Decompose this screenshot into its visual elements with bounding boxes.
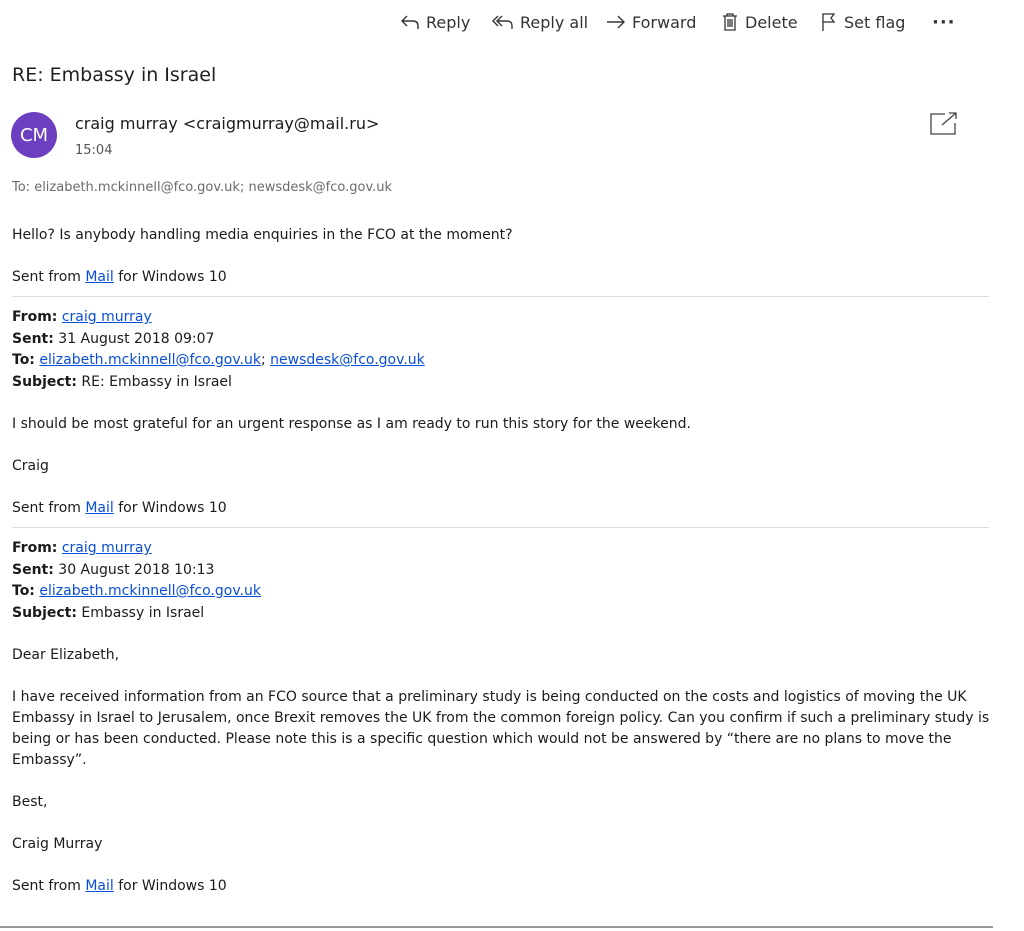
recipients-line: To: elizabeth.mckinnell@fco.gov.uk; newsdesk@fco.gov.uk bbox=[12, 180, 393, 195]
from-label: From: bbox=[12, 309, 58, 325]
mail-link[interactable]: Mail bbox=[85, 269, 114, 285]
closing: Best, bbox=[12, 794, 48, 810]
body-line: Hello? Is anybody handling media enquiries in the FCO at the moment? bbox=[12, 227, 513, 243]
more-icon: ··· bbox=[932, 11, 956, 33]
forward-icon bbox=[606, 13, 626, 31]
to-separator: ; bbox=[260, 352, 271, 368]
to-link-2[interactable]: newsdesk@fco.gov.uk bbox=[270, 352, 425, 368]
to-label: To: bbox=[12, 583, 35, 599]
greeting: Dear Elizabeth, bbox=[12, 647, 120, 663]
to-link-1[interactable]: elizabeth.mckinnell@fco.gov.uk bbox=[39, 583, 261, 599]
sent-value: 30 August 2018 10:13 bbox=[53, 561, 215, 578]
from-label: From: bbox=[12, 540, 58, 556]
quoted-sent bbox=[12, 560, 1002, 582]
bottom-divider bbox=[0, 926, 993, 928]
sent-from-line bbox=[12, 267, 1002, 288]
message-time: 15:04 bbox=[75, 143, 113, 158]
set-flag-label: Set flag bbox=[844, 12, 906, 32]
to-label: To: bbox=[12, 352, 35, 368]
quoted-to bbox=[12, 350, 1002, 372]
sent-label: Sent: bbox=[12, 330, 54, 347]
quoted-sent bbox=[12, 329, 1002, 351]
body-paragraph: I have received information from an FCO source that a preliminary study is being conducted on the costs and logistics of moving the UK Embassy in Israel to Jerusalem, once Brexit removes the UK from the common foreign policy. Can you confirm if such a preliminary study is being or has been conducted. Please note this is a specific question which would not be answered by “there are no plans to move the Embassy”. bbox=[12, 689, 990, 768]
message-body bbox=[12, 225, 1002, 897]
sent-from-prefix: Sent from bbox=[12, 878, 86, 894]
quoted-from bbox=[12, 307, 1002, 329]
quoted-from bbox=[12, 538, 1002, 560]
reply-icon bbox=[400, 13, 420, 31]
sent-from-suffix: for Windows 10 bbox=[113, 500, 227, 516]
sent-from-prefix: Sent from bbox=[12, 500, 86, 516]
message-subject: RE: Embassy in Israel bbox=[12, 64, 217, 86]
popout-icon bbox=[929, 111, 959, 137]
quoted-header-2 bbox=[12, 538, 1002, 624]
sent-from-line bbox=[12, 498, 1002, 519]
signature: Craig Murray bbox=[12, 836, 103, 852]
mail-link[interactable]: Mail bbox=[85, 500, 114, 516]
sent-from-line bbox=[12, 876, 1002, 897]
reply-all-icon bbox=[492, 13, 514, 31]
sent-from-prefix: Sent from bbox=[12, 269, 86, 285]
from-link[interactable]: craig murray bbox=[61, 540, 152, 556]
reply-label: Reply bbox=[426, 12, 471, 32]
delete-button[interactable] bbox=[721, 8, 798, 36]
quote-divider bbox=[12, 296, 989, 297]
sent-from-suffix: for Windows 10 bbox=[113, 269, 227, 285]
body-line: I should be most grateful for an urgent response as I am ready to run this story for the weekend. bbox=[12, 416, 691, 432]
sender-name[interactable]: craig murray <craigmurray@mail.ru> bbox=[75, 114, 380, 133]
message-toolbar bbox=[0, 8, 1024, 36]
sent-from-suffix: for Windows 10 bbox=[113, 878, 227, 894]
forward-label: Forward bbox=[632, 12, 697, 32]
flag-icon bbox=[820, 12, 838, 32]
subject-label: Subject: bbox=[12, 604, 77, 621]
reply-all-label: Reply all bbox=[520, 12, 589, 32]
delete-label: Delete bbox=[745, 12, 798, 32]
signoff: Craig bbox=[12, 458, 49, 474]
quoted-header-1 bbox=[12, 307, 1002, 393]
quoted-subject bbox=[12, 372, 1002, 394]
avatar-initials: CM bbox=[19, 124, 49, 146]
reply-button[interactable] bbox=[400, 8, 470, 36]
set-flag-button[interactable] bbox=[820, 8, 905, 36]
quote-divider bbox=[12, 527, 989, 528]
avatar bbox=[11, 112, 57, 158]
more-actions-button[interactable] bbox=[932, 8, 956, 36]
mail-link[interactable]: Mail bbox=[85, 878, 114, 894]
quoted-subject bbox=[12, 603, 1002, 625]
trash-icon bbox=[721, 12, 739, 32]
sent-value: 31 August 2018 09:07 bbox=[53, 330, 215, 347]
sent-label: Sent: bbox=[12, 561, 54, 578]
subject-value: RE: Embassy in Israel bbox=[76, 373, 232, 390]
quoted-to bbox=[12, 581, 1002, 603]
from-link[interactable]: craig murray bbox=[61, 309, 152, 325]
subject-label: Subject: bbox=[12, 373, 77, 390]
reply-all-button[interactable] bbox=[492, 8, 588, 36]
to-link-1[interactable]: elizabeth.mckinnell@fco.gov.uk bbox=[39, 352, 261, 368]
open-in-new-window-button[interactable] bbox=[929, 111, 959, 137]
subject-value: Embassy in Israel bbox=[76, 604, 205, 621]
forward-button[interactable] bbox=[606, 8, 696, 36]
